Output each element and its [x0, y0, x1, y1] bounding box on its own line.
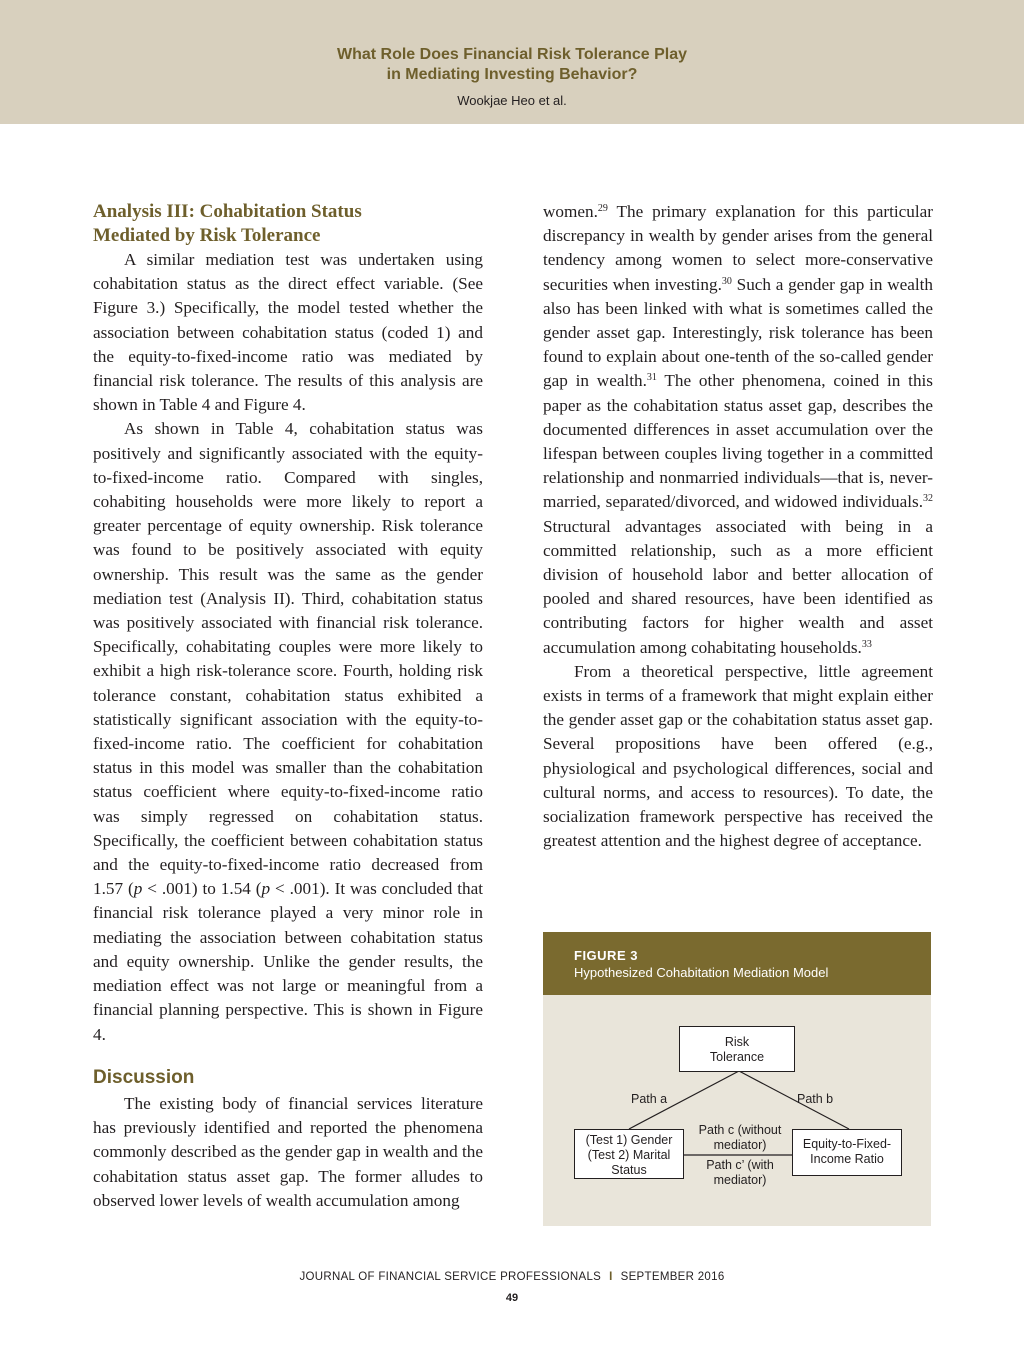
footnote-ref: 31 [646, 372, 657, 384]
para-text: As shown in Table 4, cohabitation status was positively and significantly associated with the equity-to-fixed-income ratio. Compared with singles, cohabiting households were more likely to report a greater percentage of equity ownership. Risk tolerance was found to be positively associated with equity ownership. This result was the same as the gender mediation test (Analysis II). Third, cohabitation status was positively associated with financial risk tolerance. Specifically, cohabitating couples were more likely to exhibit a high risk-tolerance score. Fourth, holding risk tolerance constant, cohabitation status exhibited a statistically significant association with the equity-to-fixed-income ratio. The coefficient for cohabitation status in this model was smaller than the cohabitation status coefficient where equity-to-fixed-income ratio was simply regressed on cohabitation status. Specifically, the coefficient between cohabitation status and the equity-to-fixed-income ratio decreased from 1.57 ( [93, 419, 483, 899]
dependent-label-1: Equity-to-Fixed- [802, 1137, 892, 1151]
issue-date: SEPTEMBER 2016 [620, 1271, 725, 1283]
analysis-iii-paragraph-2 [93, 417, 483, 1046]
figure-label: FIGURE 3 [574, 948, 638, 963]
right-column [543, 200, 933, 853]
right-paragraph-2: From a theoretical perspective, little agreement exists in terms of a framework that might explain either the gender asset gap or the cohabitation status asset gap. Several propositions have been offered (e.g., physiological and psychological differences, social and cultural norms, and access to resources). To date, the socialization framework perspective has received the greatest attention and the highest degree of acceptance. [543, 661, 933, 851]
footer-separator: I [609, 1271, 613, 1283]
p-symbol: p [261, 879, 271, 899]
equity-ratio-box [792, 1129, 902, 1176]
discussion-body [93, 1092, 483, 1213]
para-text: Such a gender gap in wealth also has been linked with what is sometimes called the gender asset gap. Interestingly, risk tolerance has been found to explain about one-tenth of the so-called gender gap in wealth. [543, 274, 934, 391]
journal-footer [0, 1271, 1024, 1283]
independent-label-3: Status [611, 1163, 647, 1177]
path-c-label-1: Path c (without [698, 1123, 782, 1137]
path-c-prime-label-2: mediator) [713, 1173, 767, 1187]
footnote-ref: 29 [597, 203, 608, 214]
article-title-line2: in Mediating Investing Behavior? [386, 66, 638, 83]
running-header [0, 0, 1024, 124]
footnote-ref: 30 [721, 275, 732, 287]
path-a-label: Path a [631, 1092, 668, 1106]
analysis-iii-paragraph-1: A similar mediation test was undertaken using cohabitation status as the direct effect variable. (See Figure 3.) Specifically, the model tested whether the association between cohabitation status (coded 1) and the equity-to-fixed-income ratio was mediated by financial risk tolerance. The results of this analysis are shown in Table 4 and Figure 4. [93, 250, 483, 415]
independent-label-2: (Test 2) Marital [587, 1148, 671, 1162]
right-paragraph-1 [543, 200, 933, 660]
figure-3-header [543, 932, 931, 995]
footnote-ref: 32 [923, 493, 933, 505]
article-authors: Wookjae Heo et al. [457, 93, 567, 108]
journal-name: JOURNAL OF FINANCIAL SERVICE PROFESSIONALS [299, 1271, 602, 1283]
para-text: Structural advantages associated with being in a committed relationship, such as a more efficient division of household labor and better allocation of pooled and shared resources, have been identified as contributing factors for higher wealth and asset accumulation among cohabitating households. [543, 516, 933, 657]
path-c-prime-label [687, 1158, 793, 1188]
dependent-label-2: Income Ratio [810, 1152, 884, 1166]
discussion-paragraph-1: The existing body of financial services literature has previously identified and reported the phenomena commonly described as the gender gap in wealth and the cohabitation status asset gap. The former alludes to observed lower levels of wealth accumulation among [93, 1094, 483, 1210]
path-c-prime-label-1: Path c’ (with [706, 1158, 774, 1172]
analysis-iii-heading-line2: Mediated by Risk Tolerance [93, 225, 321, 246]
figure-caption: Hypothesized Cohabitation Mediation Model [574, 965, 829, 980]
para-text: < .001) to 1.54 ( [142, 879, 262, 899]
path-c-label [687, 1123, 793, 1153]
risk-tolerance-label-1: Risk [724, 1035, 750, 1049]
article-title-line1: What Role Does Financial Risk Tolerance Play [336, 46, 688, 63]
para-text: women. [543, 202, 598, 221]
risk-tolerance-box [679, 1026, 795, 1072]
para-text: < .001). It was concluded that financial risk tolerance played a very minor role in mediating the association between cohabitation status and equity ownership. Unlike the gender results, the mediation effect was not large or meaningful from a financial planning perspective. This is shown in Figure 4. [93, 879, 483, 1044]
para-text: The primary explanation for this particular discrepancy in wealth by gender arises from the general tendency among women to select more-conservative securities when investing. [543, 202, 933, 294]
independent-label-1: (Test 1) Gender [585, 1133, 673, 1147]
risk-tolerance-label-2: Tolerance [709, 1050, 765, 1064]
discussion-heading: Discussion [93, 1067, 195, 1088]
para-text: The other phenomena, coined in this paper as the cohabitation status asset gap, describes the documented differences in asset accumulation over the lifespan between couples living together in a committed relationship and nonmarried individuals—that is, never-married, separated/divorced, and widowed individuals. [543, 371, 933, 512]
path-c-label-2: mediator) [713, 1138, 767, 1152]
left-column [93, 200, 483, 1047]
analysis-iii-heading [93, 200, 483, 248]
page-number: 49 [505, 1292, 519, 1304]
p-symbol: p [133, 879, 143, 899]
analysis-iii-heading-line1: Analysis III: Cohabitation Status [93, 201, 362, 222]
figure-3-diagram [543, 995, 931, 1226]
footnote-ref: 33 [861, 638, 872, 650]
path-b-label: Path b [797, 1092, 834, 1106]
gender-marital-status-box [574, 1129, 684, 1179]
